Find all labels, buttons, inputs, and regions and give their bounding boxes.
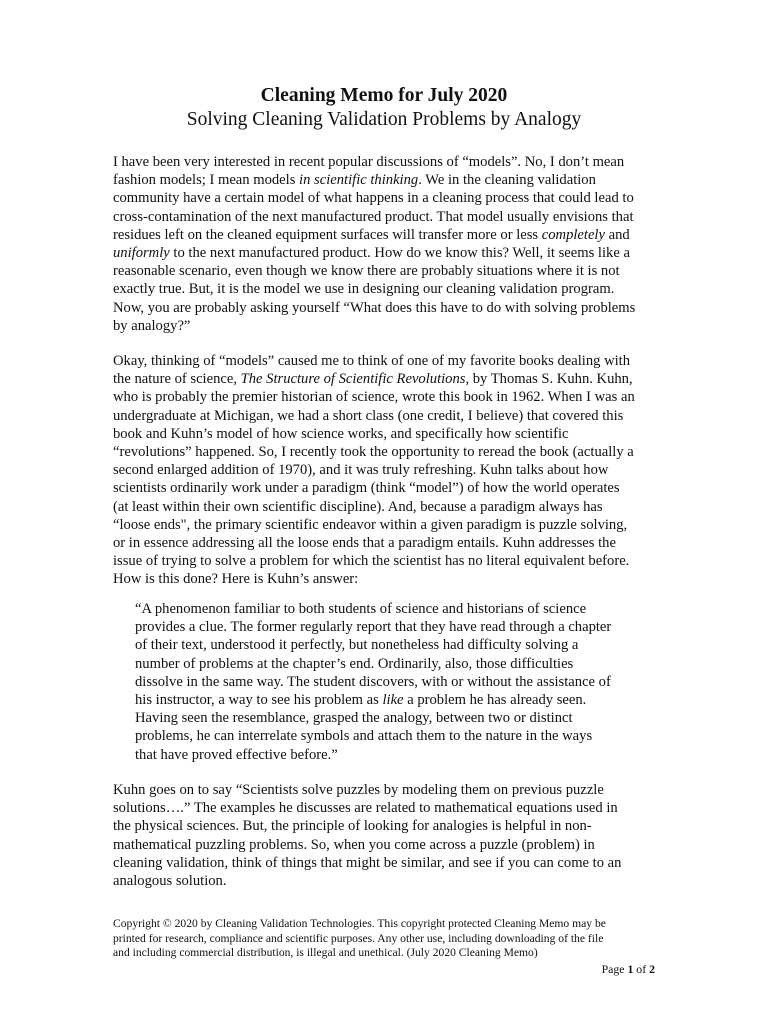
text-line: undergraduate at Michigan, we had a short class (one credit, I believe) that covered this [113, 407, 624, 424]
text-line: the nature of science, The Structure of Scientific Revolutions, by Thomas S. Kuhn. Kuhn, [113, 371, 633, 388]
text-line: solutions….” The examples he discusses are related to mathematical equations used in [113, 800, 618, 817]
text-line: Okay, thinking of “models” caused me to think of one of my favorite books dealing with [113, 353, 631, 369]
footer-line: and including commercial distribution, is illegal and unethical. (July 2020 Cleaning Memo) [113, 946, 538, 960]
memo-subtitle: Solving Cleaning Validation Problems by Analogy [186, 109, 582, 130]
footer-line: printed for research, compliance and scientific purposes. Any other use, including downloading of the file [113, 931, 604, 945]
text-line: second enlarged addition of 1970), and it was truly refreshing. Kuhn talks about how [113, 462, 609, 479]
text-line: provides a clue. The former regularly report that they have read through a chapter [135, 619, 612, 636]
text-line: community have a certain model of what happens in a cleaning process that could lead to [113, 190, 634, 207]
text-line: exactly true. But, it is the model we use in designing our cleaning validation program. [113, 281, 615, 298]
page-number-total: 2 [649, 962, 655, 976]
text-line: How is this done? Here is Kuhn’s answer: [113, 571, 359, 588]
paragraph-models [113, 153, 673, 335]
text-line: fashion models; I mean models in scientific thinking. We in the cleaning validation [113, 172, 596, 189]
text-line: Now, you are probably asking yourself “What does this have to do with solving problems [113, 299, 636, 316]
text-line: mathematical puzzling problems. So, when you come across a puzzle (problem) in [113, 836, 595, 853]
page-number [0, 962, 655, 976]
italic-text: in scientific thinking [299, 172, 419, 189]
text-line: reasonable scenario, even though we know there are probably situations where it is not [113, 263, 620, 280]
text-line: of their text, understood it perfectly, but nonetheless had difficulty solving a [135, 637, 579, 654]
memo-title: Cleaning Memo for July 2020 [260, 85, 508, 106]
italic-text: uniformly [113, 245, 170, 262]
text-line: “loose ends", the primary scientific endeavor within a given paradigm is puzzle solving, [113, 516, 628, 533]
text-line: by analogy?” [113, 317, 191, 334]
text-line: his instructor, a way to see his problem as like a problem he has already seen. [135, 692, 587, 709]
text-line: cleaning validation, think of things that might be similar, and see if you can come to an [113, 854, 622, 871]
page-number-separator: of [633, 962, 650, 976]
text-line: scientists ordinarily work under a paradigm (think “model”) of how the world operates [113, 480, 620, 497]
footer-line: Copyright © 2020 by Cleaning Validation Technologies. This copyright protected Cleaning Memo may be [113, 917, 606, 930]
kuhn-quote [135, 600, 655, 764]
paragraph-kuhn [113, 352, 673, 589]
text-line: book and Kuhn’s model of how science works, and specifically how scientific [113, 425, 569, 442]
text-line: who is probably the premier historian of science, wrote this book in 1962. When I was an [113, 389, 635, 406]
paragraph-analogy [113, 781, 673, 890]
text-line: Having seen the resemblance, grasped the analogy, between two or distinct [135, 710, 573, 727]
text-line: “A phenomenon familiar to both students of science and historians of science [135, 601, 587, 617]
text-line: “revolutions” happened. So, I recently took the opportunity to reread the book (actually a [113, 444, 634, 461]
page-number-prefix: Page [601, 962, 628, 976]
text-line: cross-contamination of the next manufactured product. That model usually envisions that [113, 208, 634, 225]
text-line: Kuhn goes on to say “Scientists solve puzzles by modeling them on previous puzzle [113, 782, 604, 798]
text-line: number of problems at the chapter’s end. Ordinarily, also, those difficulties [135, 655, 574, 672]
text-line: uniformly to the next manufactured product. How do we know this? Well, it seems like a [113, 245, 630, 262]
text-line: residues left on the cleaned equipment surfaces will transfer more or less completely and [113, 226, 630, 243]
text-line: the physical sciences. But, the principle of looking for analogies is helpful in non- [113, 818, 592, 835]
italic-text: like [382, 692, 404, 709]
italic-text: The Structure of Scientific Revolutions [240, 371, 466, 388]
text-line: (at least within their own scientific discipline). And, because a paradigm always has [113, 498, 603, 515]
italic-text: completely [541, 226, 605, 243]
copyright-footer [113, 917, 673, 961]
text-line: dissolve in the same way. The student discovers, with or without the assistance of [135, 673, 611, 690]
text-line: or in essence addressing all the loose ends that a paradigm entails. Kuhn addresses the [113, 535, 616, 552]
text-line: issue of trying to solve a problem for which the scientist has no literal equivalent before. [113, 553, 630, 570]
page-number-current: 1 [627, 962, 634, 976]
text-line: analogous solution. [113, 873, 227, 890]
text-line: I have been very interested in recent popular discussions of “models”. No, I don’t mean [113, 154, 625, 170]
text-line: that have proved effective before.” [135, 746, 338, 763]
text-line: problems, he can interrelate symbols and attach them to the nature in the ways [135, 728, 593, 745]
